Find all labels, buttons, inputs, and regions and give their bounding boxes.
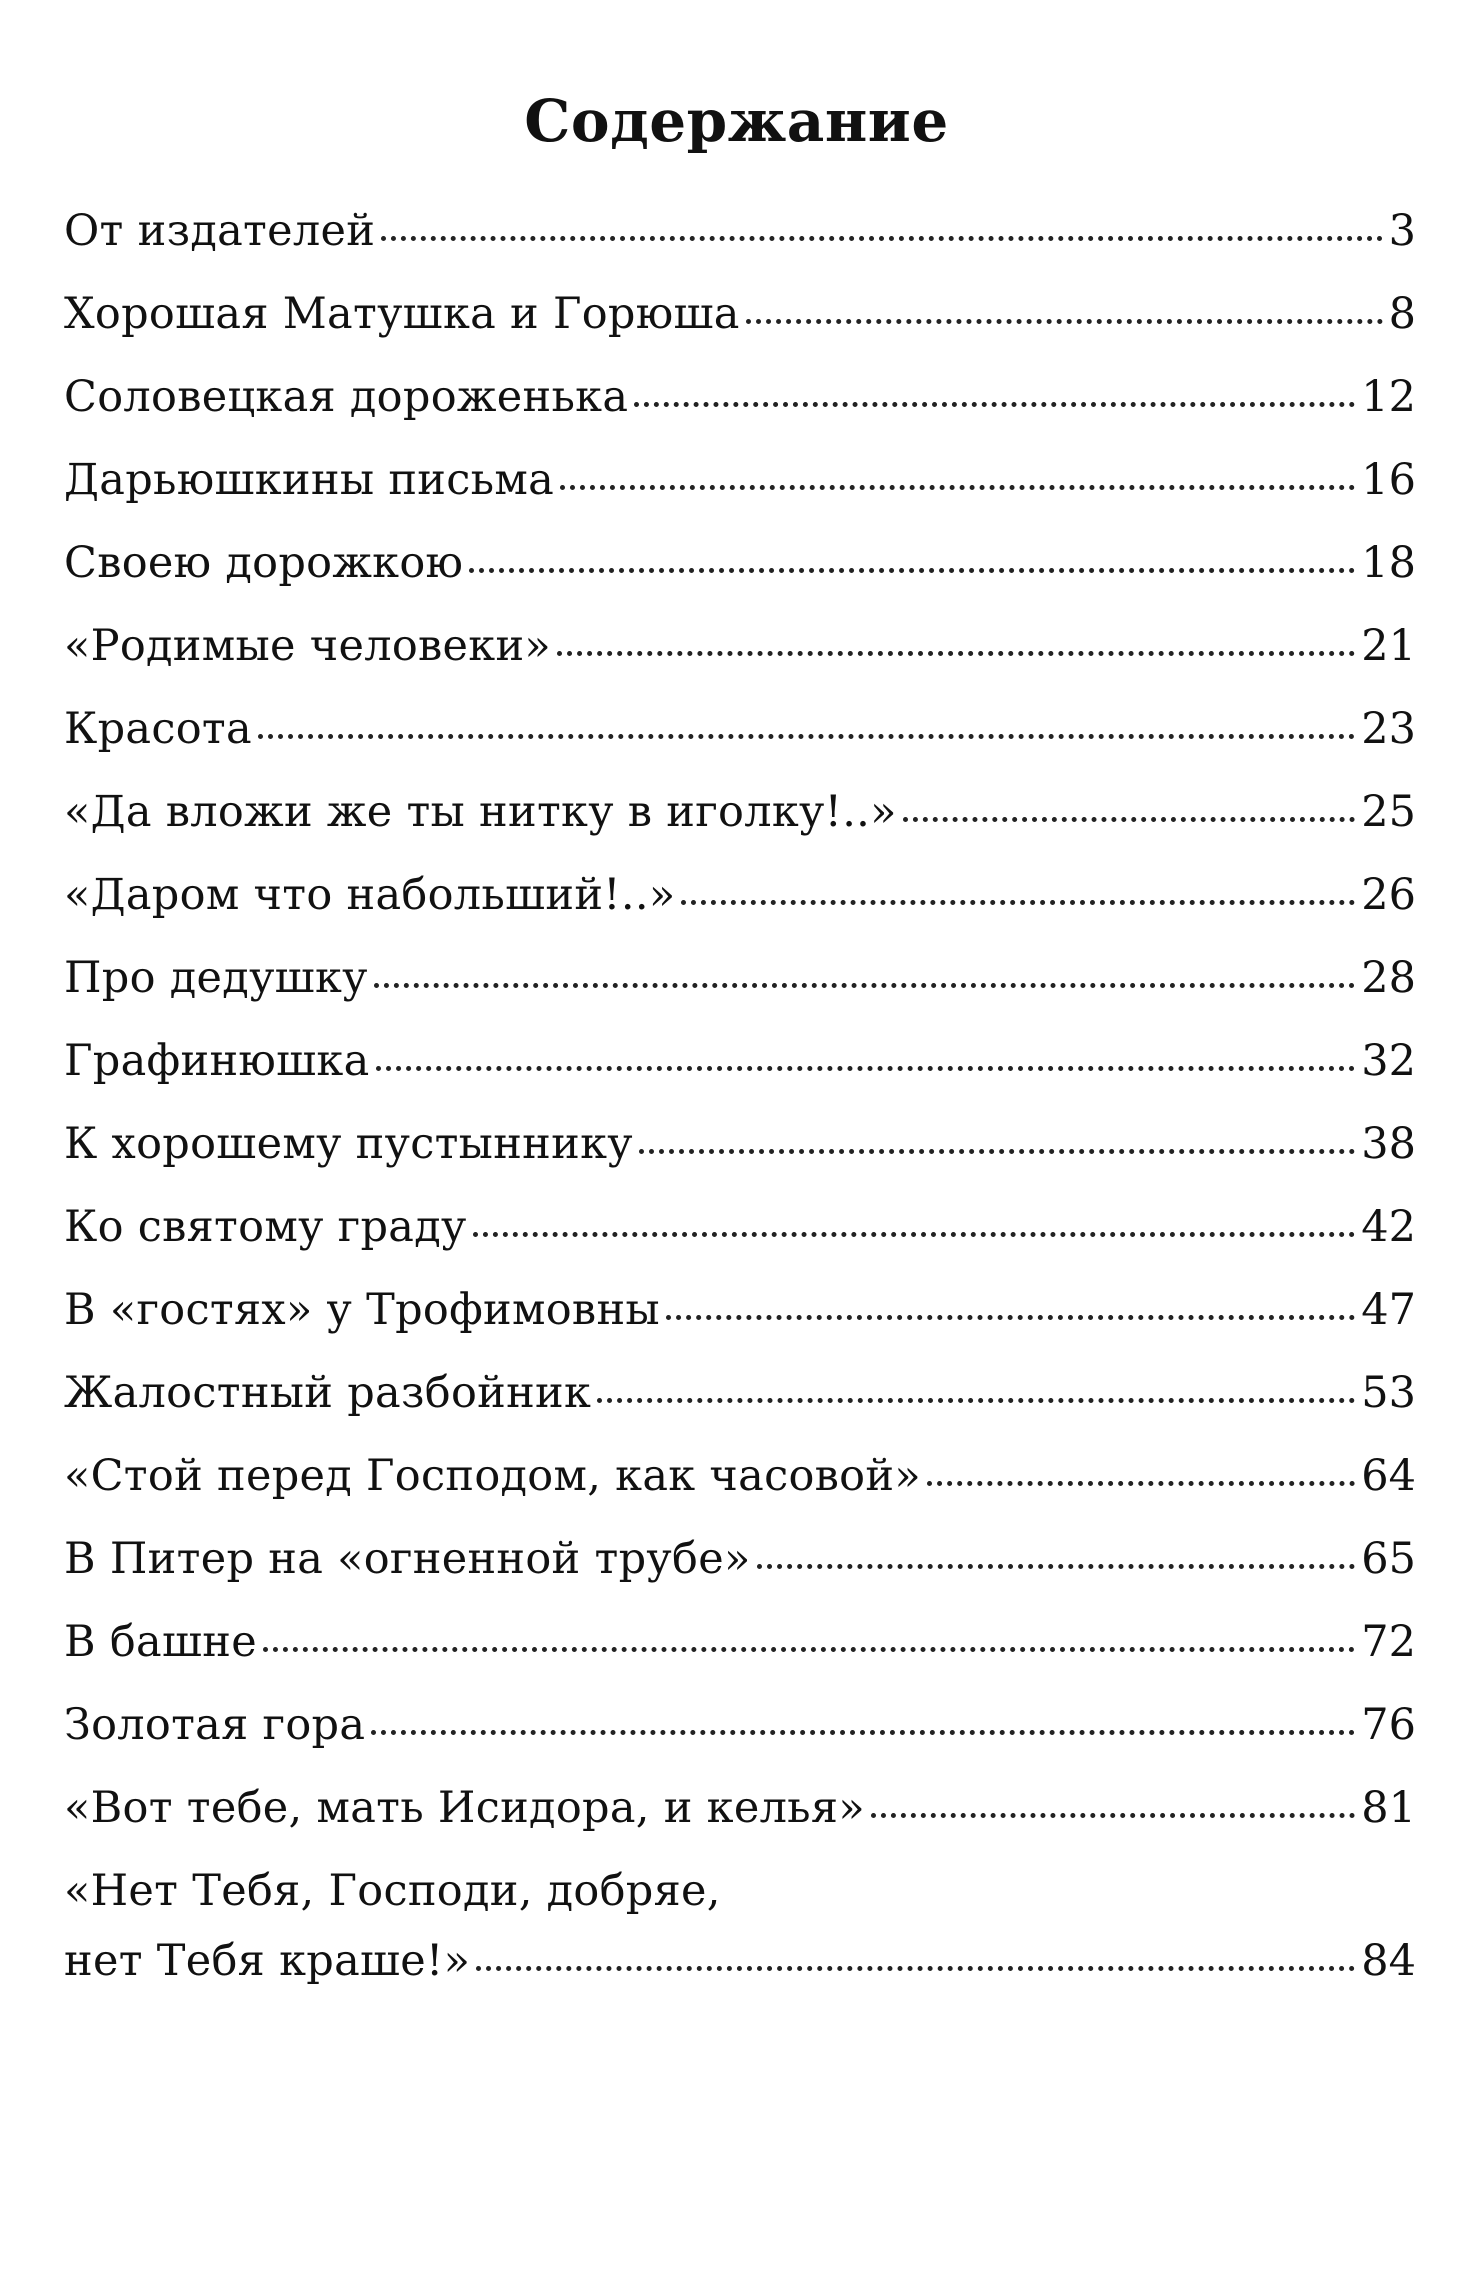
toc-entry[interactable] (64, 439, 1416, 522)
dot-leader (371, 1730, 1355, 1735)
toc-entry[interactable] (64, 1601, 1416, 1684)
dot-leader (927, 1481, 1355, 1486)
toc-entry-last[interactable] (64, 1856, 1416, 1996)
toc-entry-page: 53 (1361, 1368, 1416, 1418)
toc-entry[interactable] (64, 1186, 1416, 1269)
table-of-contents (64, 190, 1416, 1996)
dot-leader (376, 1066, 1356, 1071)
dot-leader (666, 1315, 1355, 1320)
dot-leader (757, 1564, 1356, 1569)
toc-entry-title: «Да вложи же ты нитку в иголку!..» (64, 787, 897, 837)
toc-entry-page: 84 (1361, 1936, 1416, 1986)
toc-entry-title: В башне (64, 1617, 257, 1667)
toc-entry[interactable] (64, 522, 1416, 605)
dot-leader (681, 900, 1355, 905)
toc-entry-page: 47 (1361, 1285, 1416, 1335)
dot-leader (871, 1813, 1355, 1818)
toc-entry-page: 38 (1361, 1119, 1416, 1169)
dot-leader (476, 1966, 1355, 1971)
toc-entry-title: В «гостях» у Трофимовны (64, 1285, 660, 1335)
toc-entry[interactable] (64, 1352, 1416, 1435)
toc-entry[interactable] (64, 1103, 1416, 1186)
toc-entry[interactable] (64, 190, 1416, 273)
toc-entry-title: «Родимые человеки» (64, 621, 552, 671)
toc-entry-title: Жалостный разбойник (64, 1368, 592, 1418)
dot-leader (560, 485, 1355, 490)
dot-leader (634, 402, 1355, 407)
dot-leader (557, 651, 1355, 656)
toc-entry-page: 12 (1361, 372, 1416, 422)
toc-entry-title: Своею дорожкою (64, 538, 464, 588)
toc-entry[interactable] (64, 1435, 1416, 1518)
dot-leader (381, 236, 1382, 241)
toc-entry[interactable] (64, 688, 1416, 771)
toc-entry-page: 18 (1361, 538, 1416, 588)
page-title: Содержание (524, 87, 949, 155)
toc-entry-title: «Вот тебе, мать Исидора, и келья» (64, 1783, 865, 1833)
toc-entry[interactable] (64, 356, 1416, 439)
dot-leader (473, 1232, 1356, 1237)
dot-leader (258, 734, 1355, 739)
toc-entry-page: 72 (1361, 1617, 1416, 1667)
toc-entry[interactable] (64, 771, 1416, 854)
toc-entry-page: 8 (1388, 289, 1416, 339)
toc-entry[interactable] (64, 937, 1416, 1020)
toc-entry-title-line2: нет Тебя краше!» (64, 1936, 471, 1986)
toc-entry-row (64, 1926, 1416, 1996)
toc-entry-title: В Питер на «огненной трубе» (64, 1534, 751, 1584)
toc-entry-title: «Даром что набольший!..» (64, 870, 676, 920)
toc-entry[interactable] (64, 1518, 1416, 1601)
toc-entry-page: 64 (1361, 1451, 1416, 1501)
toc-entry-title: Ко святому граду (64, 1202, 467, 1252)
dot-leader (597, 1398, 1355, 1403)
toc-entry[interactable] (64, 1684, 1416, 1767)
toc-entry-title: «Стой перед Господом, как часовой» (64, 1451, 921, 1501)
toc-entry-page: 65 (1361, 1534, 1416, 1584)
toc-entry-page: 26 (1361, 870, 1416, 920)
dot-leader (639, 1149, 1355, 1154)
dot-leader (374, 983, 1356, 988)
toc-entry-page: 28 (1361, 953, 1416, 1003)
toc-entry-page: 25 (1361, 787, 1416, 837)
toc-entry-page: 32 (1361, 1036, 1416, 1086)
toc-entry-title: От издателей (64, 206, 376, 256)
toc-entry[interactable] (64, 1269, 1416, 1352)
toc-entry-title: Соловецкая дороженька (64, 372, 629, 422)
toc-entry-title: Графинюшка (64, 1036, 370, 1086)
toc-entry-title: Дарьюшкины письма (64, 455, 555, 505)
toc-entry-title: К хорошему пустыннику (64, 1119, 633, 1169)
toc-entry[interactable] (64, 1767, 1416, 1850)
toc-entry[interactable] (64, 605, 1416, 688)
toc-entry[interactable] (64, 1020, 1416, 1103)
toc-entry-page: 42 (1361, 1202, 1416, 1252)
toc-entry-page: 81 (1361, 1783, 1416, 1833)
toc-entry[interactable] (64, 273, 1416, 356)
toc-entry-page: 76 (1361, 1700, 1416, 1750)
toc-entry-title-line1: «Нет Тебя, Господи, добряе, (64, 1866, 721, 1916)
dot-leader (746, 319, 1383, 324)
dot-leader (469, 568, 1355, 573)
toc-entry[interactable] (64, 854, 1416, 937)
toc-entry-page: 16 (1361, 455, 1416, 505)
toc-entry-title: Хорошая Матушка и Горюша (64, 289, 740, 339)
toc-entry-title: Золотая гора (64, 1700, 366, 1750)
dot-leader (263, 1647, 1355, 1652)
toc-entry-page: 3 (1388, 206, 1416, 256)
toc-entry-title: Красота (64, 704, 252, 754)
toc-entry-title: Про дедушку (64, 953, 368, 1003)
toc-entry-page: 21 (1361, 621, 1416, 671)
toc-entry-page: 23 (1361, 704, 1416, 754)
dot-leader (903, 817, 1356, 822)
